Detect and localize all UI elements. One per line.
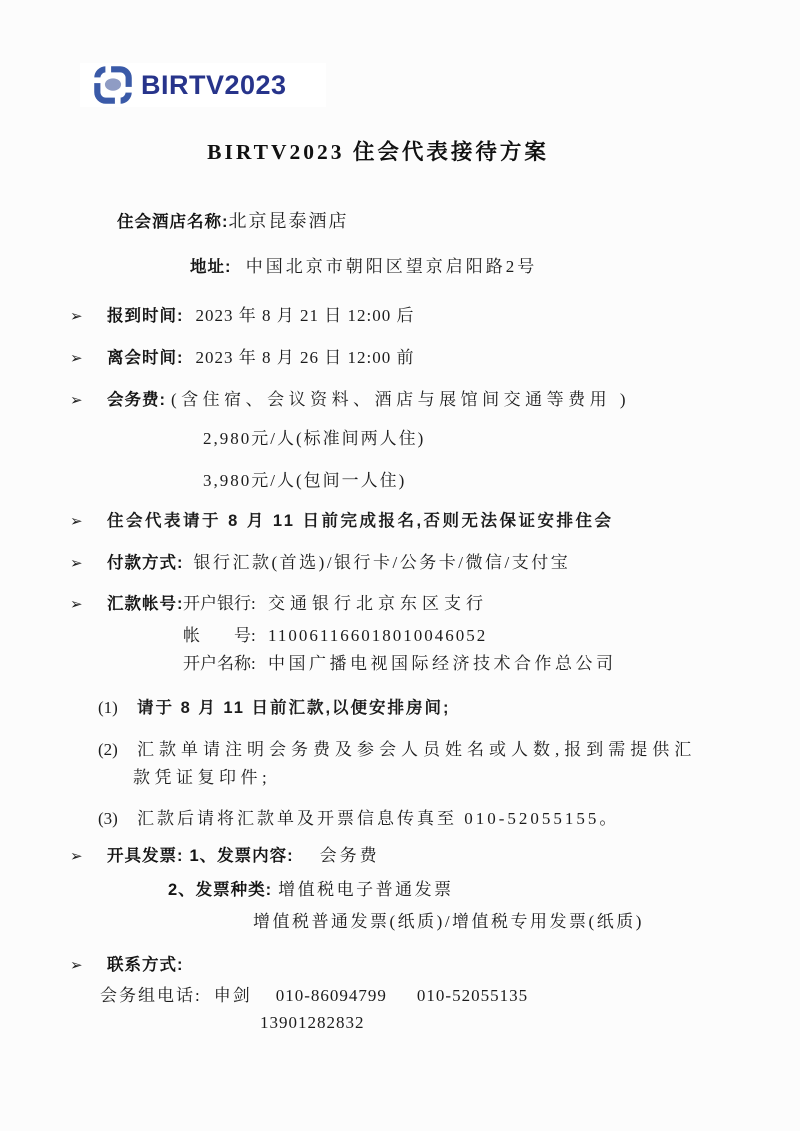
remittance-holder-line bbox=[183, 653, 617, 675]
hotel-name-label: 住会酒店名称: bbox=[117, 213, 229, 231]
logo bbox=[80, 63, 326, 107]
invoice-content-label: 1、发票内容: bbox=[189, 847, 294, 865]
account-number: 110061166018010046052 bbox=[268, 626, 488, 645]
invoice-content-value: 会务费 bbox=[319, 846, 380, 865]
invoice-kind-value1: 增值税电子普通发票 bbox=[278, 880, 454, 899]
arrow-bullet-icon: ➢ bbox=[70, 393, 83, 409]
invoice-line bbox=[70, 845, 380, 868]
checkout-value: 2023 年 8 月 26 日 12:00 前 bbox=[195, 348, 415, 367]
note-2-number: (2) bbox=[98, 740, 118, 759]
deadline-text: 住会代表请于 8 月 11 日前完成报名,否则无法保证安排住会 bbox=[107, 512, 614, 530]
remittance-label: 汇款帐号: bbox=[107, 595, 184, 613]
note-2-text-line2: 款凭证复印件; bbox=[133, 768, 272, 787]
contact-phone-label: 会务组电话: bbox=[100, 986, 202, 1005]
bank-value: 交通银行北京东区支行 bbox=[268, 594, 488, 613]
fee-label: 会务费: bbox=[107, 391, 166, 409]
fee-note: (含住宿、会议资料、酒店与展馆间交通等费用 ) bbox=[171, 390, 631, 409]
invoice-kind-line bbox=[168, 879, 454, 901]
note-1-number: (1) bbox=[98, 698, 118, 717]
bank-label: 开户银行: bbox=[183, 594, 256, 613]
invoice-kind-value2: 增值税普通发票(纸质)/增值税专用发票(纸质) bbox=[253, 912, 644, 931]
birtv-logo-icon bbox=[94, 66, 132, 104]
arrow-bullet-icon: ➢ bbox=[70, 351, 83, 367]
remittance-line bbox=[70, 593, 184, 616]
checkout-line bbox=[70, 347, 414, 370]
remittance-account-line bbox=[183, 625, 487, 647]
arrow-bullet-icon: ➢ bbox=[70, 309, 83, 325]
arrow-bullet-icon: ➢ bbox=[70, 597, 83, 613]
deadline-line bbox=[70, 510, 614, 533]
contact-phone-line bbox=[100, 985, 528, 1007]
contact-label: 联系方式: bbox=[107, 956, 184, 974]
remittance-bank-line bbox=[183, 593, 488, 615]
hotel-name-line bbox=[117, 210, 349, 233]
contact-phone2: 010-52055135 bbox=[416, 986, 529, 1005]
note-3 bbox=[98, 808, 619, 830]
checkin-value: 2023 年 8 月 21 日 12:00 后 bbox=[195, 306, 415, 325]
checkout-label: 离会时间: bbox=[107, 349, 184, 367]
note-2-text-line1: 汇款单请注明会务费及参会人员姓名或人数,报到需提供汇 bbox=[137, 740, 697, 759]
arrow-bullet-icon: ➢ bbox=[70, 849, 83, 865]
invoice-label: 开具发票: bbox=[107, 847, 184, 865]
hotel-address-label: 地址: bbox=[190, 258, 232, 276]
checkin-line bbox=[70, 305, 414, 328]
holder-value: 中国广播电视国际经济技术合作总公司 bbox=[268, 654, 617, 673]
note-1-text: 请于 8 月 11 日前汇款,以便安排房间; bbox=[137, 699, 451, 717]
hotel-name-value: 北京昆泰酒店 bbox=[228, 211, 349, 231]
arrow-bullet-icon: ➢ bbox=[70, 556, 83, 572]
note-3-number: (3) bbox=[98, 809, 118, 828]
hotel-address-value: 中国北京市朝阳区望京启阳路2号 bbox=[245, 257, 538, 276]
note-3-text: 汇款后请将汇款单及开票信息传真至 010-52055155。 bbox=[137, 809, 620, 828]
contact-line bbox=[70, 954, 184, 977]
note-2 bbox=[98, 739, 696, 761]
price-double: 2,980元/人(标准间两人住) bbox=[203, 429, 426, 448]
page-title-text: BIRTV2023 住会代表接待方案 bbox=[207, 140, 549, 164]
fee-line bbox=[70, 389, 630, 412]
checkin-label: 报到时间: bbox=[107, 307, 184, 325]
payment-label: 付款方式: bbox=[107, 554, 184, 572]
contact-mobile: 13901282832 bbox=[260, 1013, 365, 1032]
note-1 bbox=[98, 697, 451, 719]
hotel-address-line bbox=[190, 256, 537, 278]
price-single: 3,980元/人(包间一人住) bbox=[203, 471, 407, 490]
payment-line bbox=[70, 552, 570, 575]
contact-phone1: 010-86094799 bbox=[275, 986, 387, 1005]
arrow-bullet-icon: ➢ bbox=[70, 514, 83, 530]
contact-person: 申剑 bbox=[213, 986, 252, 1005]
payment-value: 银行汇款(首选)/银行卡/公务卡/微信/支付宝 bbox=[193, 553, 571, 572]
logo-brand-text: BIRTV2023 bbox=[141, 69, 287, 100]
account-label: 帐 号: bbox=[183, 626, 256, 645]
arrow-bullet-icon: ➢ bbox=[70, 958, 83, 974]
invoice-kind-label: 2、发票种类: bbox=[168, 881, 273, 899]
holder-label: 开户名称: bbox=[183, 654, 256, 673]
page-title bbox=[0, 135, 800, 166]
